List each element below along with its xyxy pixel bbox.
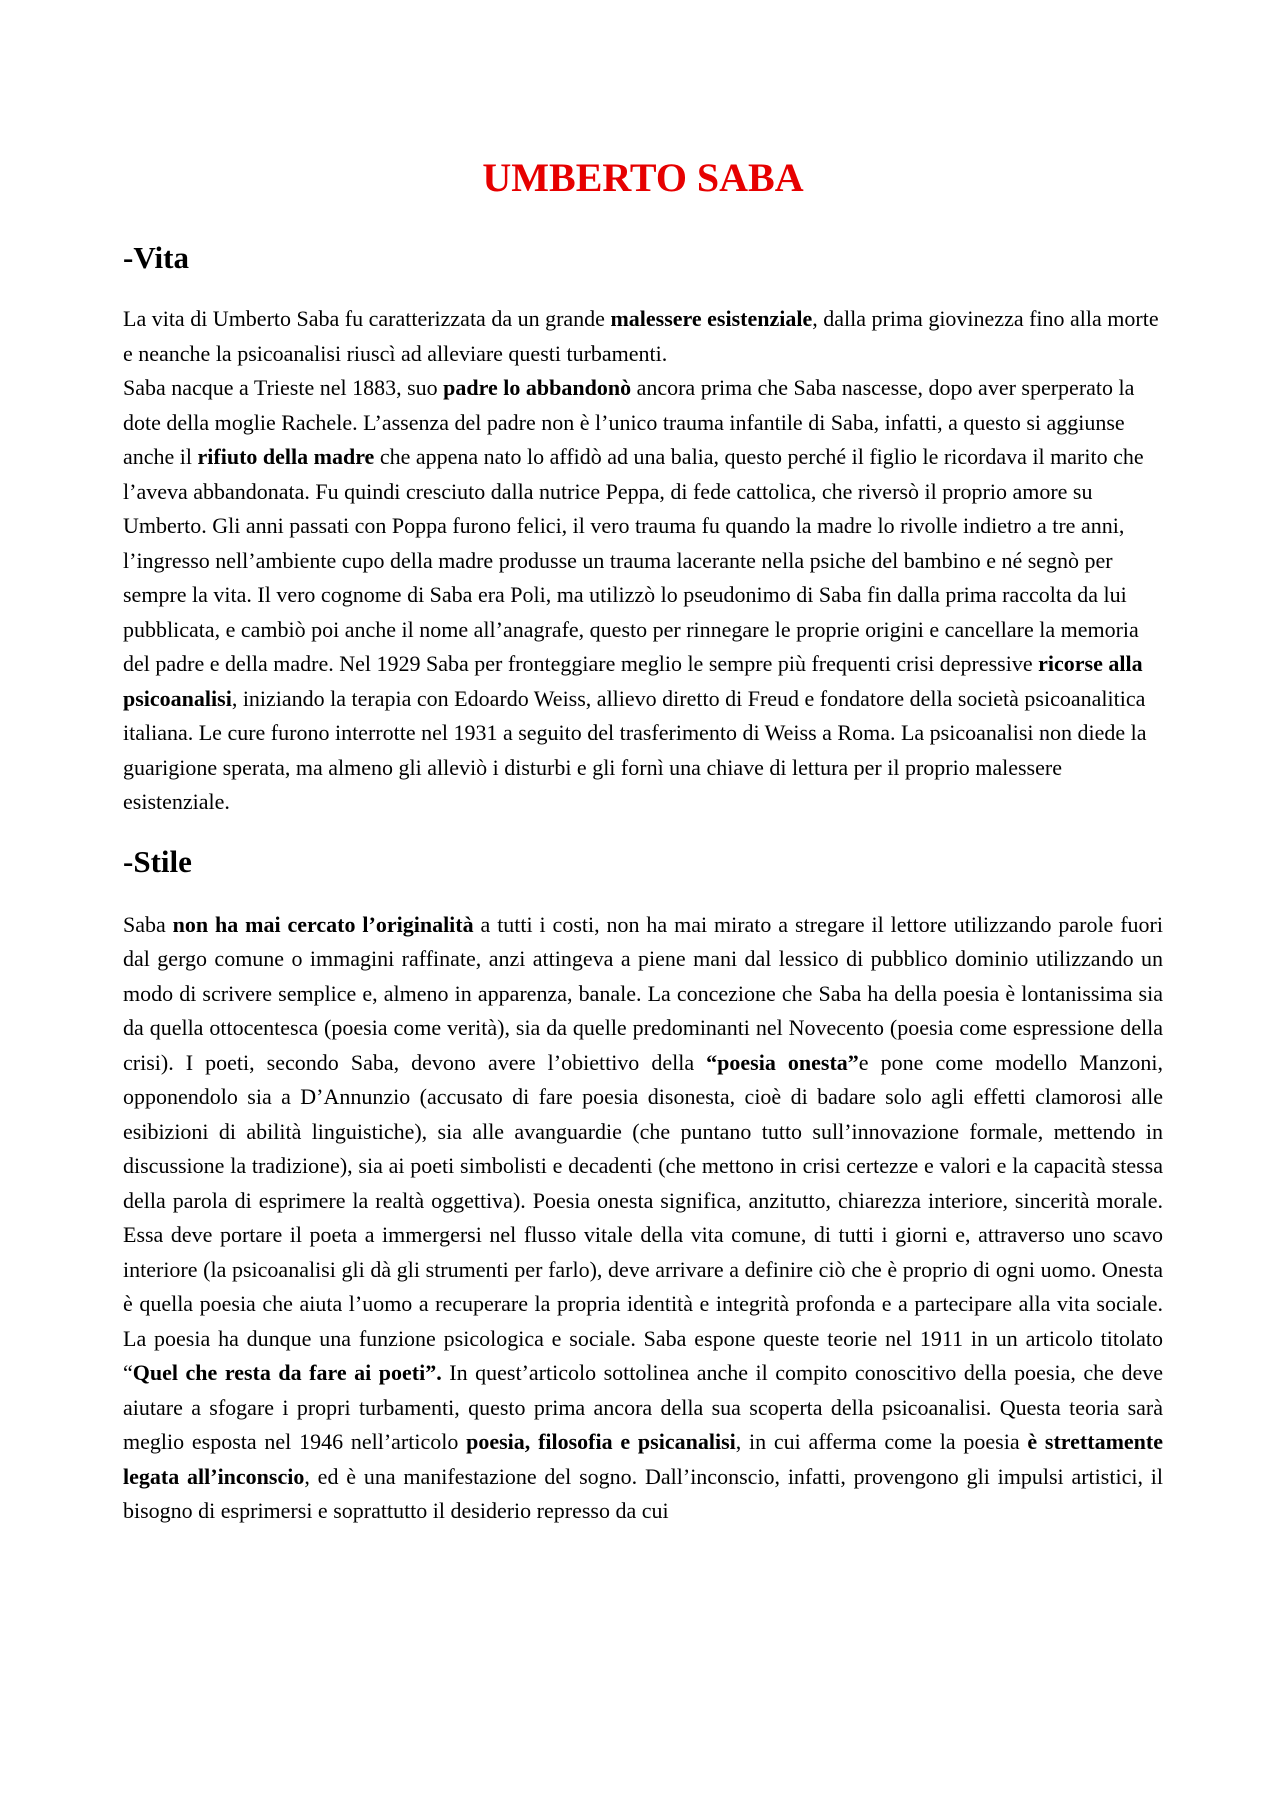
paragraph-vita-2 [123, 371, 1163, 820]
paragraph-stile-1 [123, 908, 1163, 1529]
document-page [123, 150, 1163, 1529]
text-run: , dalla prima giovinezza fino alla morte e neanche la psicoanalisi riuscì ad alleviare questi turbamenti. [123, 306, 1159, 366]
text-run: ancora prima che Saba nascesse, dopo aver sperperato la dote della moglie Rachele. L’assenza del padre non è l’unico trauma infantile di Saba, infatti, a questo si aggiunse anche il [123, 375, 1135, 469]
text-run: , in cui afferma come la poesia [735, 1429, 1028, 1454]
text-run: Saba nacque a Trieste nel 1883, suo [123, 375, 444, 400]
bold-run: è strettamente legata all’inconscio [123, 1429, 1164, 1489]
bold-run: Quel che resta da fare ai poeti”. [132, 1360, 442, 1385]
bold-run: rifiuto della madre [197, 444, 375, 469]
text-run: , iniziando la terapia con Edoardo Weiss, allievo diretto di Freud e fondatore della società psicoanalitica italiana. Le cure furono interrotte nel 1931 a seguito del trasferimento di Weiss a Roma. La psicoanalisi non diede la guarigione sperata, ma almeno gli alleviò i disturbi e gli fornì una chiave di lettura per il proprio malessere esistenziale. [123, 685, 1147, 814]
bold-run: “poesia onesta” [706, 1049, 859, 1075]
bold-run: padre lo abbandonò [443, 375, 632, 400]
text-run: , ed è una manifestazione del sogno. Dall’inconscio, infatti, provengono gli impulsi artistici, il bisogno di esprimersi e soprattutto il desiderio represso da cui [123, 1463, 1163, 1523]
section-heading-vita: -Vita [123, 240, 189, 275]
text-run: e pone come modello Manzoni, opponendolo sia a D’Annunzio (accusato di fare poesia disonesta, cioè di badare solo agli effetti clamorosi alle esibizioni di abilità linguistiche), sia alle avanguardie (che puntano tutto sull’innovazione formale, mettendo in discussione la tradizione), sia ai poeti simbolisti e decadenti (che mettono in crisi certezze e valori e la capacità stessa della parola di esprimere la realtà oggettiva). Poesia onesta significa, anzitutto, chiarezza interiore, sincerità morale. Essa deve portare il poeta a immergersi nel flusso vitale della vita comune, di tutti i giorni e, attraverso uno scavo interiore (la psicoanalisi gli dà gli strumenti per farlo), deve arrivare a definire ciò che è proprio di ogni uomo. Onesta è quella poesia che aiuta l’uomo a recuperare la propria identità e integrità profonda e a partecipare alla vita sociale. La poesia ha dunque una funzione psicologica e sociale. Saba espone queste teorie nel 1911 in un articolo titolato “ [123, 1049, 1163, 1385]
text-run: che appena nato lo affidò ad una balia, questo perché il figlio le ricordava il marito che l’aveva abbandonata. Fu quindi cresciuto dalla nutrice Peppa, di fede cattolica, che riversò il proprio amore su Umberto. Gli anni passati con Poppa furono felici, il vero trauma fu quando la madre lo rivolle indietro a tre anni, l’ingresso nell’ambiente cupo della madre produsse un trauma lacerante nella psiche del bambino e né segnò per sempre la vita. Il vero cognome di Saba era Poli, ma utilizzò lo pseudonimo di Saba fin dalla prima raccolta da lui pubblicata, e cambiò poi anche il nome all’anagrafe, questo per rinnegare le proprie origini e cancellare la memoria del padre e della madre. Nel 1929 Saba per fronteggiare meglio le sempre più frequenti crisi depressive [123, 444, 1144, 676]
paragraph-vita-1 [123, 302, 1163, 371]
text-run: In quest’articolo sottolinea anche il compito conoscitivo della poesia, che deve aiutare a sfogare i propri turbamenti, questo prima ancora della sua scoperta della psicoanalisi. Questa teoria sarà meglio esposta nel 1946 nell’articolo [123, 1360, 1163, 1454]
document-title: UMBERTO SABA [482, 155, 804, 200]
bold-run: poesia, filosofia e psicanalisi [466, 1429, 736, 1454]
text-run: La vita di Umberto Saba fu caratterizzata da un grande [123, 306, 611, 331]
bold-run: malessere esistenziale [610, 306, 813, 331]
section-heading-stile: -Stile [123, 843, 192, 879]
bold-run: ricorse alla psicoanalisi [123, 651, 1143, 711]
text-run: Saba [123, 911, 173, 937]
text-run: a tutti i costi, non ha mai mirato a stregare il lettore utilizzando parole fuori dal gergo comune o immagini raffinate, anzi attingeva a piene mani dal lessico di pubblico dominio utilizzando un modo di scrivere semplice e, almeno in apparenza, banale. La concezione che Saba ha della poesia è lontanissima sia da quella ottocentesca (poesia come verità), sia da quelle predominanti nel Novecento (poesia come espressione della crisi). I poeti, secondo Saba, devono avere l’obiettivo della [123, 911, 1163, 1075]
bold-run: non ha mai cercato l’originalità [172, 911, 474, 937]
